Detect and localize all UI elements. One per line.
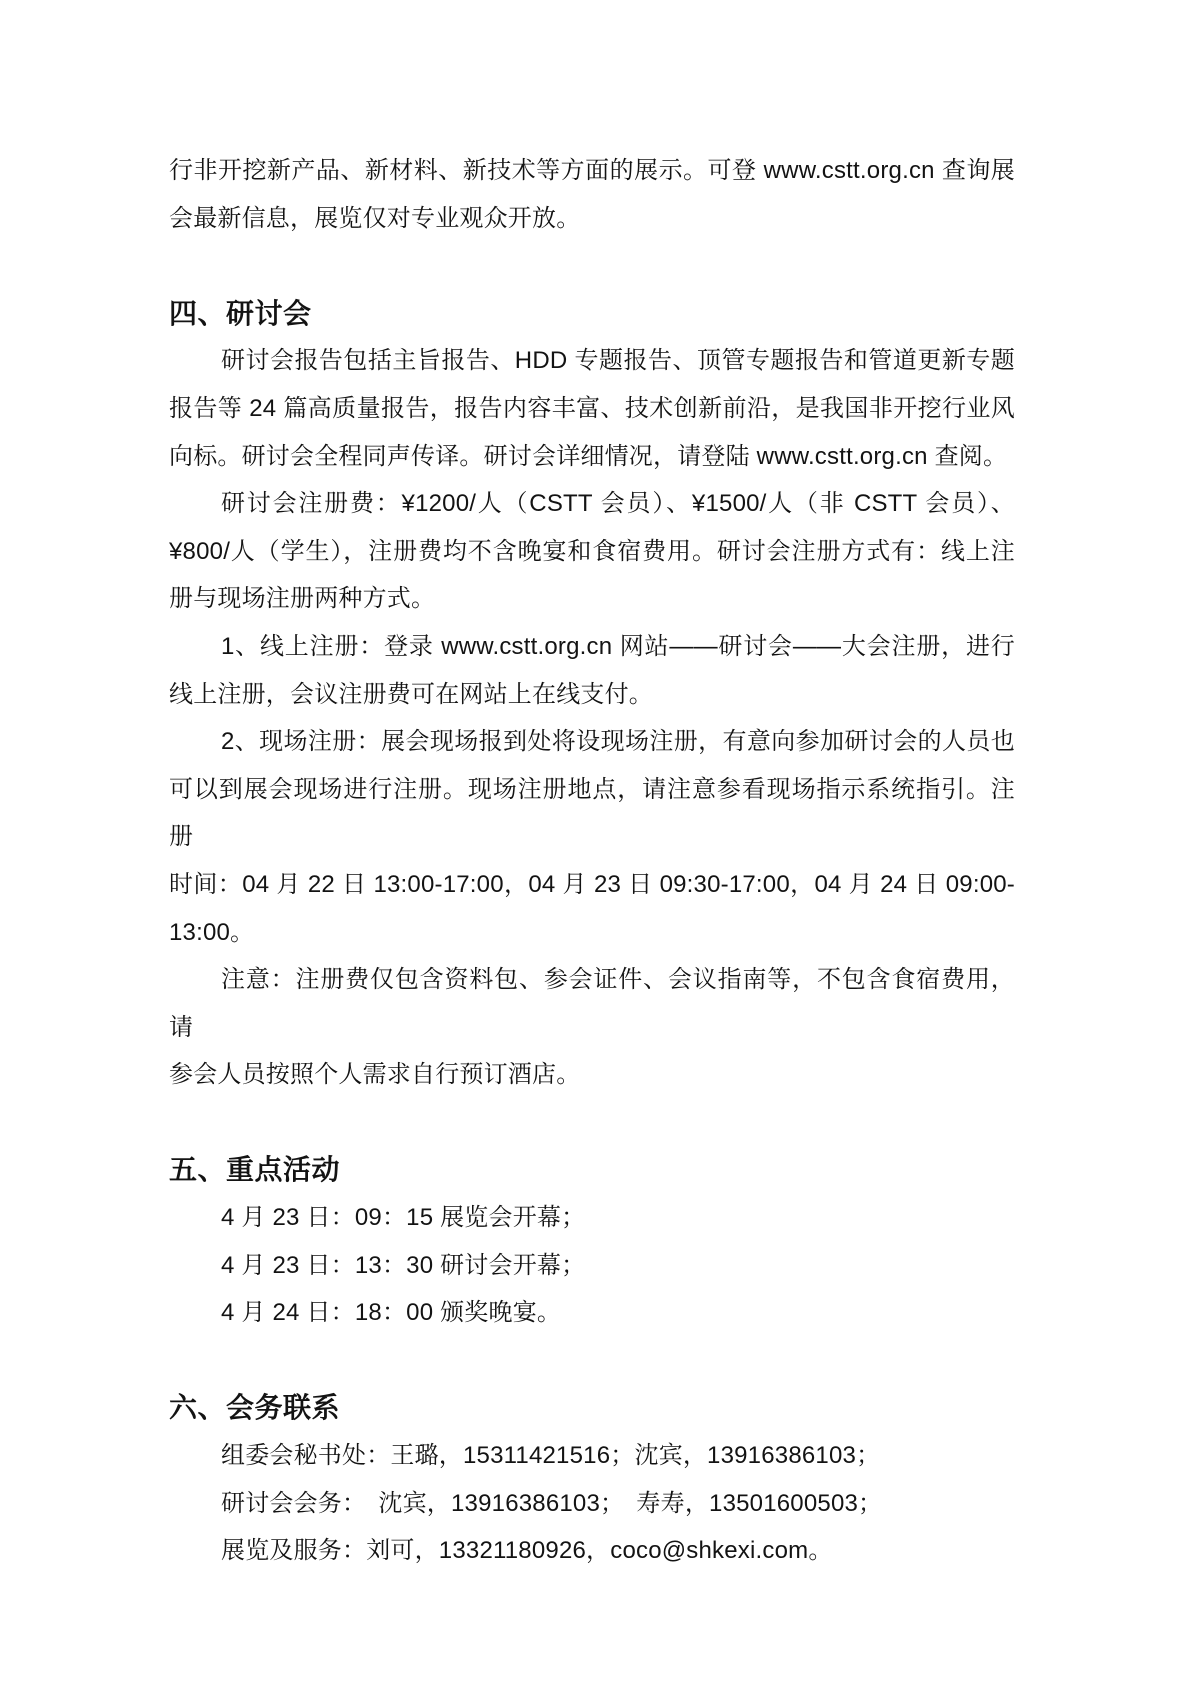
blank-line xyxy=(169,1099,1015,1147)
text-line: 研讨会注册费：¥1200/人（CSTT 会员）、¥1500/人（非 CSTT 会员）、 xyxy=(221,490,1015,518)
text-line: 会最新信息，展览仅对专业观众开放。 xyxy=(169,204,581,232)
text-line: 参会人员按照个人需求自行预订酒店。 xyxy=(169,1061,581,1089)
blank-line xyxy=(169,1337,1015,1385)
text-line: 行非开挖新产品、新材料、新技术等方面的展示。可登 www.cstt.org.cn 查询展 xyxy=(169,157,1015,184)
text-line: 报告等 24 篇高质量报告，报告内容丰富、技术创新前沿，是我国非开挖行业风 xyxy=(169,394,1015,422)
text-line: 册与现场注册两种方式。 xyxy=(169,585,436,613)
contact-line: 展览及服务：刘可，13321180926，coco@shkexi.com。 xyxy=(221,1537,833,1565)
event-line: 4 月 24 日：18：00 颁奖晚宴。 xyxy=(221,1299,562,1327)
blank-line xyxy=(169,242,1015,290)
text-line: 13:00。 xyxy=(169,918,255,946)
text-line: 线上注册，会议注册费可在网站上在线支付。 xyxy=(169,680,653,708)
event-line: 4 月 23 日：09：15 展览会开幕； xyxy=(221,1204,586,1232)
text-line: 研讨会报告包括主旨报告、HDD 专题报告、顶管专题报告和管道更新专题 xyxy=(221,347,1015,375)
section-heading-contacts: 六、会务联系 xyxy=(169,1392,341,1424)
text-line: 时间：04 月 22 日 13:00-17:00，04 月 23 日 09:30-17:00，04 月 24 日 09:00- xyxy=(169,870,1015,898)
text-line: 注意：注册费仅包含资料包、参会证件、会议指南等，不包含食宿费用，请 xyxy=(169,966,1015,1041)
text-line: 向标。研讨会全程同声传译。研讨会详细情况，请登陆 www.cstt.org.cn 查阅。 xyxy=(169,442,1008,470)
contact-line: 研讨会会务： 沈宾，13916386103； 寿寿，13501600503； xyxy=(221,1489,883,1517)
event-line: 4 月 23 日：13：30 研讨会开幕； xyxy=(221,1251,586,1279)
text-line: 可以到展会现场进行注册。现场注册地点，请注意参看现场指示系统指引。注册 xyxy=(169,775,1015,851)
section-heading-seminar: 四、研讨会 xyxy=(169,297,312,329)
document-content xyxy=(169,147,1015,1575)
contact-line: 组委会秘书处：王璐，15311421516；沈宾，13916386103； xyxy=(221,1442,881,1470)
text-line: 1、线上注册：登录 www.cstt.org.cn 网站——研讨会——大会注册，进行 xyxy=(221,632,1015,660)
section-heading-key-events: 五、重点活动 xyxy=(169,1154,341,1186)
text-line: ¥800/人（学生），注册费均不含晚宴和食宿费用。研讨会注册方式有：线上注 xyxy=(169,537,1015,565)
text-line: 2、现场注册：展会现场报到处将设现场注册，有意向参加研讨会的人员也 xyxy=(221,728,1015,756)
